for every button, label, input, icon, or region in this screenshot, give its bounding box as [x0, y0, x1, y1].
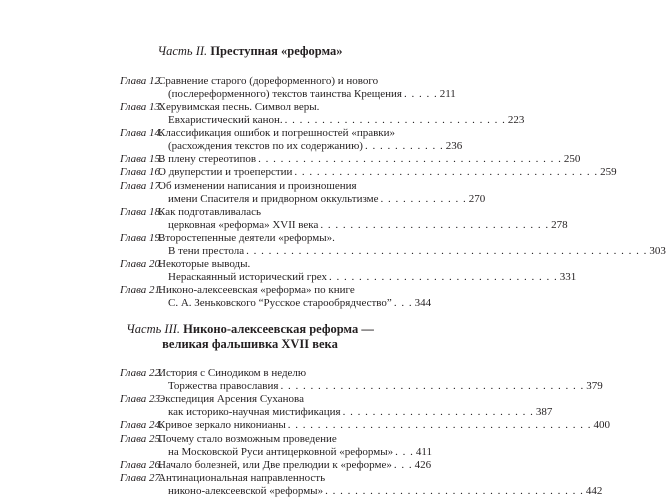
chapter-title-line: имени Спасителя и придворном оккультизме: [168, 193, 379, 206]
toc-entry-ch17[interactable]: [120, 180, 486, 206]
page-number: 411: [415, 446, 432, 459]
toc-entry-ch20[interactable]: [120, 258, 577, 284]
page-number: 344: [414, 297, 432, 310]
page-number: 400: [593, 419, 610, 431]
chapter-title-line: церковная «реформа» XVII века: [168, 219, 319, 232]
chapter-title-line: Антинациональная направленность: [158, 472, 326, 484]
chapter-title-line: (послереформенного) текстов таинства Крещения: [168, 88, 402, 101]
chapter-label: Глава 19.: [120, 232, 163, 244]
chapter-label: Глава 24.: [120, 419, 163, 431]
leader-dots: . . . . . . . . . . . . . . . . . . . . . . . . . . . . . . . . . . . . . . . . .: [258, 153, 562, 165]
page-number: 259: [600, 166, 617, 178]
chapter-label: Глава 22.: [120, 367, 163, 379]
chapter-title-line: на Московской Руси антицерковной «реформы»: [168, 446, 394, 459]
part-name: Никоно-алексеевская реформа —: [183, 322, 374, 336]
chapter-title-line: никоно-алексеевской «реформы»: [168, 485, 324, 498]
chapter-title-line: как историко-научная мистификация: [168, 406, 341, 419]
chapter-title-line: С. А. Зеньковского “Русское старообрядчество”: [168, 297, 392, 310]
chapter-title-line: Никоно-алексеевская «реформа» по книге: [158, 284, 355, 296]
chapter-label: Глава 18.: [120, 206, 163, 218]
chapter-title-line: Об изменении написания и произношения: [158, 180, 357, 192]
toc-entry-ch16[interactable]: [120, 166, 617, 179]
toc-entry-ch25[interactable]: [120, 433, 432, 459]
leader-dots: . . . . . . . . . . . . . . . . . . . . . . . . . . . . . . . . . . . . . . . . .: [294, 166, 599, 178]
toc-entry-ch12[interactable]: [120, 75, 456, 101]
chapter-label: Глава 26.: [120, 459, 163, 471]
chapter-title-line: Второстепенные деятели «реформы».: [158, 232, 335, 244]
leader-dots: . . .: [393, 297, 413, 310]
chapter-title-line: Торжества православия: [168, 380, 279, 393]
toc-entry-ch18[interactable]: [120, 206, 568, 232]
chapter-title-line: В плену стереотипов: [158, 153, 257, 165]
leader-dots: . . . . . . . . . . . . . . . . . . . . . . . . . . . . . .: [284, 114, 506, 127]
leader-dots: . . . . . . . . . . . . . . . . . . . . . . . . . . . . . . . . . . . . . . . . .: [280, 380, 585, 393]
toc-entry-ch19[interactable]: [120, 232, 666, 258]
chapter-label: Глава 23.: [120, 393, 163, 405]
chapter-title-line: Херувимская песнь. Символ веры.: [158, 101, 320, 113]
part-3-title: [0, 322, 500, 352]
page-number: 278: [551, 219, 568, 232]
chapter-title-line: Начало болезней, или Две прелюдии к «реформе»: [158, 459, 392, 471]
leader-dots: . . . . . . . . . . . . . . . . . . . . . . . . . . . . . . .: [320, 219, 550, 232]
leader-dots: . . .: [393, 459, 413, 471]
page-number: 387: [535, 406, 553, 419]
chapter-title-line: Почему стало возможным проведение: [158, 433, 337, 445]
toc-entry-ch24[interactable]: [120, 419, 610, 432]
leader-dots: . . . . .: [403, 88, 438, 101]
chapter-title-line: Классификация ошибок и погрешностей «правки»: [158, 127, 396, 139]
chapter-label: Глава 16.: [120, 166, 163, 178]
toc-entry-ch26[interactable]: [120, 459, 432, 472]
page-number: 223: [507, 114, 525, 127]
page-number: 379: [586, 380, 603, 393]
chapter-label: Глава 20.: [120, 258, 163, 270]
toc-entry-ch23[interactable]: [120, 393, 553, 419]
page-number: 236: [445, 140, 463, 153]
chapter-title-line: Евхаристический канон.: [168, 114, 283, 127]
part-name-continued: великая фальшивка XVII века: [162, 337, 338, 351]
part-name: Преступная «реформа»: [210, 44, 343, 58]
toc-entry-ch27[interactable]: [120, 472, 603, 498]
part-label: Часть III.: [126, 322, 181, 336]
chapter-label: Глава 15.: [120, 153, 163, 165]
leader-dots: . . .: [395, 446, 414, 459]
chapter-label: Глава 27.: [120, 472, 163, 484]
toc-entry-ch13[interactable]: [120, 101, 525, 127]
toc-entry-ch14[interactable]: [120, 127, 463, 153]
page-number: 270: [468, 193, 486, 206]
toc-entry-ch15[interactable]: [120, 153, 581, 166]
leader-dots: . . . . . . . . . . . . . . . . . . . . . . . . . . . . . . . . . . . . . . . . . . . . . . . . . . . . . .: [246, 245, 648, 258]
leader-dots: . . . . . . . . . . . . . . . . . . . . . . . . . . . . . . . . . . .: [325, 485, 584, 498]
chapter-title-line: (расхождения текстов по их содержанию): [168, 140, 363, 153]
page-number: 426: [414, 459, 432, 471]
chapter-title-line: Экспедиция Арсения Суханова: [158, 393, 304, 405]
part-2-title: [0, 44, 500, 59]
chapter-title-line: Нераскаянный исторический грех: [168, 271, 328, 284]
page-number: 211: [439, 88, 456, 101]
chapter-title-line: О двуперстии и троеперстии: [158, 166, 293, 178]
chapter-title-line: Сравнение старого (дореформенного) и нового: [158, 75, 379, 87]
chapter-title-line: В тени престола: [168, 245, 245, 258]
leader-dots: . . . . . . . . . . . .: [380, 193, 467, 206]
toc-entry-ch22[interactable]: [120, 367, 603, 393]
chapter-label: Глава 21.: [120, 284, 163, 296]
page-number: 250: [563, 153, 581, 165]
leader-dots: . . . . . . . . . . . . . . . . . . . . . . . . . .: [342, 406, 534, 419]
page-number: 303: [649, 245, 666, 258]
part-label: Часть II.: [157, 44, 208, 58]
chapter-title-line: Некоторые выводы.: [158, 258, 251, 270]
chapter-label: Глава 17.: [120, 180, 163, 192]
chapter-title-line: Как подготавливалась: [158, 206, 261, 218]
chapter-title-line: Кривое зеркало никонианы: [158, 419, 286, 431]
chapter-label: Глава 25.: [120, 433, 163, 445]
leader-dots: . . . . . . . . . . . . . . . . . . . . . . . . . . . . . . .: [329, 271, 558, 284]
page-number: 331: [559, 271, 577, 284]
page-number: 442: [585, 485, 603, 498]
leader-dots: . . . . . . . . . . .: [364, 140, 444, 153]
chapter-label: Глава 13.: [120, 101, 163, 113]
toc-entry-ch21[interactable]: [120, 284, 432, 310]
chapter-label: Глава 12.: [120, 75, 163, 87]
chapter-title-line: История с Синодиком в неделю: [158, 367, 307, 379]
leader-dots: . . . . . . . . . . . . . . . . . . . . . . . . . . . . . . . . . . . . . . . . .: [287, 419, 592, 431]
chapter-label: Глава 14.: [120, 127, 163, 139]
